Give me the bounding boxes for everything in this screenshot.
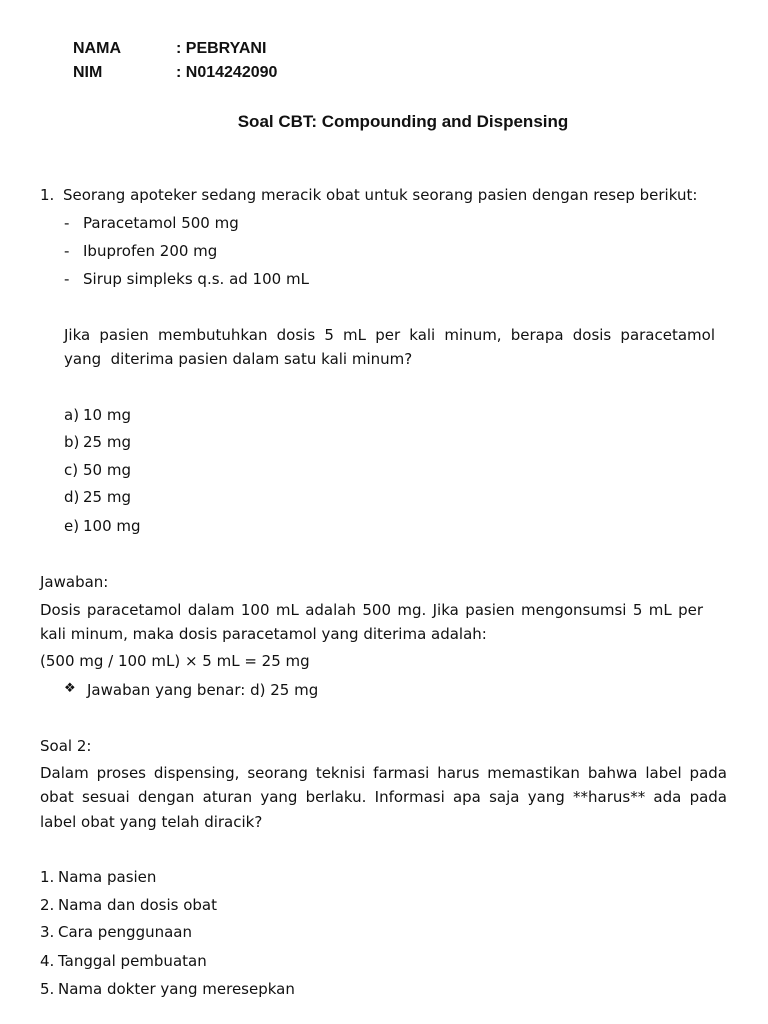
nama-label: NAMA (73, 40, 121, 57)
list-item: Nama dan dosis obat (58, 896, 218, 914)
nama-value: : PEBRYANI (176, 40, 267, 57)
nim-label: NIM (73, 64, 103, 81)
option-text: 25 mg (83, 433, 131, 451)
option-label: d) (64, 488, 80, 506)
answer-line-1: Dosis paracetamol dalam 100 mL adalah 500 mg. Jika pasien mengonsumsi 5 mL per (40, 601, 703, 619)
option-label: a) (64, 406, 80, 424)
recipe-item: Paracetamol 500 mg (83, 214, 239, 232)
list-item: Cara penggunaan (58, 923, 192, 941)
list-item: Tanggal pembuatan (58, 952, 207, 970)
question-2-line-2: obat sesuai dengan aturan yang berlaku. Informasi apa saja yang **harus** ada pada (40, 788, 727, 806)
option-text: 100 mg (83, 517, 141, 535)
answer-heading: Jawaban: (40, 573, 109, 591)
list-item-number: 3. (40, 923, 55, 941)
option-label: b) (64, 433, 80, 451)
list-item-number: 4. (40, 952, 55, 970)
recipe-bullet: - (64, 270, 70, 288)
question-1-text: Seorang apoteker sedang meracik obat untuk seorang pasien dengan resep berikut: (63, 186, 698, 204)
option-text: 50 mg (83, 461, 131, 479)
question-2-line-3: label obat yang telah diracik? (40, 813, 263, 831)
recipe-item: Sirup simpleks q.s. ad 100 mL (83, 270, 309, 288)
list-item-number: 2. (40, 896, 55, 914)
question-1-prompt-line-2: yang diterima pasien dalam satu kali minum? (64, 350, 413, 368)
list-item-number: 5. (40, 980, 55, 998)
answer-line-2: kali minum, maka dosis paracetamol yang diterima adalah: (40, 625, 487, 643)
diamond-bullet-icon: ❖ (64, 681, 76, 696)
question-2-line-1: Dalam proses dispensing, seorang teknisi farmasi harus memastikan bahwa label pada (40, 764, 727, 782)
recipe-bullet: - (64, 242, 70, 260)
option-label: e) (64, 517, 80, 535)
answer-formula: (500 mg / 100 mL) × 5 mL = 25 mg (40, 652, 310, 670)
list-item-number: 1. (40, 868, 55, 886)
list-item: Nama dokter yang meresepkan (58, 980, 295, 998)
option-label: c) (64, 461, 79, 479)
question-1-prompt-line-1: Jika pasien membutuhkan dosis 5 mL per kali minum, berapa dosis paracetamol (64, 326, 715, 344)
option-text: 25 mg (83, 488, 131, 506)
nim-value: : N014242090 (176, 64, 278, 81)
question-1-number: 1. (40, 186, 55, 204)
recipe-item: Ibuprofen 200 mg (83, 242, 218, 260)
question-2-heading: Soal 2: (40, 737, 92, 755)
document-title: Soal CBT: Compounding and Dispensing (237, 112, 569, 131)
list-item: Nama pasien (58, 868, 157, 886)
recipe-bullet: - (64, 214, 70, 232)
option-text: 10 mg (83, 406, 131, 424)
correct-answer: Jawaban yang benar: d) 25 mg (87, 681, 319, 699)
